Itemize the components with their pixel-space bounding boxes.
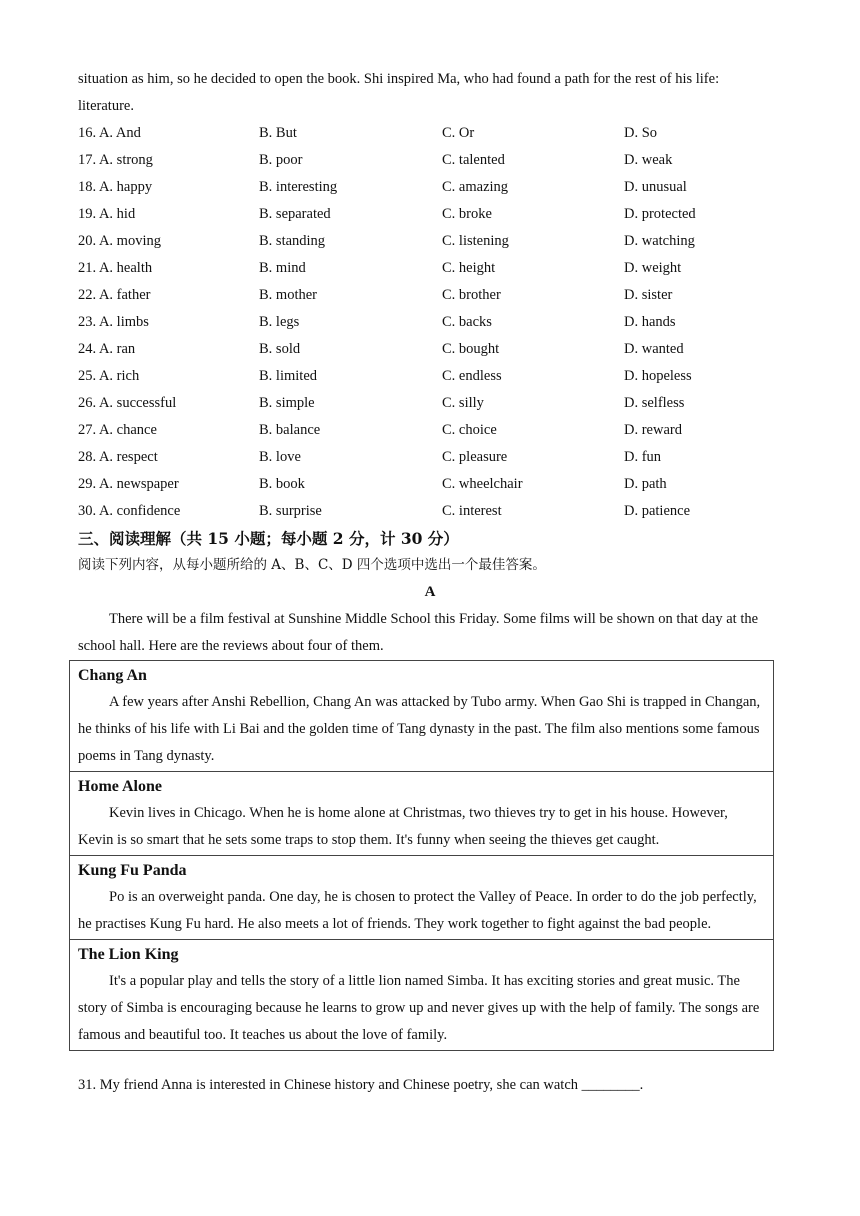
- option-a: 16. A. And: [78, 125, 141, 141]
- passage-label: A: [424, 584, 436, 600]
- option-d: D. hands: [624, 314, 676, 330]
- option-b: B. balance: [259, 422, 321, 438]
- option-row-24: [78, 336, 778, 363]
- option-c: C. talented: [442, 152, 505, 168]
- option-row-21: [78, 255, 778, 282]
- option-c: C. bought: [442, 341, 500, 357]
- option-c: C. choice: [442, 422, 497, 438]
- option-d: D. unusual: [624, 179, 687, 195]
- film-title: Chang An: [78, 667, 147, 684]
- option-row-29: [78, 471, 778, 498]
- option-d: D. fun: [624, 449, 662, 465]
- option-b: B. separated: [259, 206, 331, 222]
- option-b: B. mother: [259, 287, 317, 303]
- option-c: C. brother: [442, 287, 501, 303]
- option-d: D. selfless: [624, 395, 685, 411]
- option-c: C. height: [442, 260, 496, 276]
- option-d: D. patience: [624, 503, 691, 519]
- option-c: C. listening: [442, 233, 509, 249]
- option-row-17: [78, 147, 778, 174]
- film-review: A few years after Anshi Rebellion, Chang An was attacked by Tubo army. When Gao Shi is trapped in Changan, he thinks of his life with Li Bai and the golden time of Tang dynasty in the past. The film also mentions some famous poems in Tang dynasty.: [78, 694, 761, 764]
- option-row-28: [78, 444, 778, 471]
- film-review: Po is an overweight panda. One day, he is chosen to protect the Valley of Peace. In order to do the job perfectly, he practises Kung Fu hard. He also meets a lot of friends. They work together to fight against the bad people.: [78, 889, 757, 932]
- option-b: B. love: [259, 449, 301, 465]
- option-c: C. interest: [442, 503, 502, 519]
- option-b: B. simple: [259, 395, 315, 411]
- option-b: B. limited: [259, 368, 317, 384]
- option-d: D. So: [624, 125, 658, 141]
- option-c: C. silly: [442, 395, 484, 411]
- option-a: 28. A. respect: [78, 449, 158, 465]
- option-c: C. broke: [442, 206, 492, 222]
- intro-line-1: situation as him, so he decided to open the book. Shi inspired Ma, who had found a path for the rest of his life:: [78, 71, 720, 87]
- option-row-30: [78, 498, 778, 525]
- film-title: Home Alone: [78, 778, 162, 795]
- option-a: 26. A. successful: [78, 395, 177, 411]
- option-a: 19. A. hid: [78, 206, 136, 222]
- option-d: D. weak: [624, 152, 673, 168]
- option-row-19: [78, 201, 778, 228]
- option-a: 30. A. confidence: [78, 503, 181, 519]
- option-a: 21. A. health: [78, 260, 153, 276]
- film-row-lion-king: [70, 940, 774, 1051]
- option-b: B. standing: [259, 233, 326, 249]
- option-d: D. protected: [624, 206, 696, 222]
- film-reviews-table: [69, 660, 774, 1051]
- option-b: B. surprise: [259, 503, 322, 519]
- film-row-kung-fu-panda: [70, 856, 774, 940]
- option-a: 20. A. moving: [78, 233, 161, 249]
- option-d: D. sister: [624, 287, 673, 303]
- option-d: D. hopeless: [624, 368, 692, 384]
- section-heading: 三、阅读理解（共 15 小题；每小题 2 分，计 30 分）: [78, 529, 459, 548]
- option-d: D. watching: [624, 233, 695, 249]
- film-title: Kung Fu Panda: [78, 862, 187, 879]
- film-title: The Lion King: [78, 946, 179, 963]
- option-b: B. mind: [259, 260, 306, 276]
- option-d: D. wanted: [624, 341, 684, 357]
- film-review: Kevin lives in Chicago. When he is home alone at Christmas, two thieves try to get in his house. However, Kevin is so smart that he sets some traps to stop them. It's funny when seeing the thieves get caught.: [78, 805, 728, 848]
- option-row-20: [78, 228, 778, 255]
- option-a: 29. A. newspaper: [78, 476, 179, 492]
- option-d: D. path: [624, 476, 667, 492]
- passage-intro: There will be a film festival at Sunshine Middle School this Friday. Some films will be shown on that day at the school hall. Here are the reviews about four of them.: [78, 611, 759, 654]
- option-row-26: [78, 390, 778, 417]
- option-c: C. pleasure: [442, 449, 508, 465]
- option-c: C. amazing: [442, 179, 509, 195]
- film-review: It's a popular play and tells the story of a little lion named Simba. It has exciting stories and great music. The story of Simba is encouraging because he learns to grow up and never gives up with the help of family. The songs are famous and beautiful too. It teaches us about the love of family.: [78, 973, 760, 1043]
- film-row-home-alone: [70, 772, 774, 856]
- option-c: C. backs: [442, 314, 492, 330]
- option-row-25: [78, 363, 778, 390]
- option-c: C. wheelchair: [442, 476, 523, 492]
- option-a: 23. A. limbs: [78, 314, 149, 330]
- option-row-23: [78, 309, 778, 336]
- option-b: B. sold: [259, 341, 301, 357]
- option-a: 27. A. chance: [78, 422, 157, 438]
- option-a: 25. A. rich: [78, 368, 140, 384]
- option-row-18: [78, 174, 778, 201]
- option-b: B. But: [259, 125, 297, 141]
- section-instruction: 阅读下列内容，从每小题所给的 A、B、C、D 四个选项中选出一个最佳答案。: [78, 557, 546, 573]
- option-b: B. book: [259, 476, 305, 492]
- option-a: 17. A. strong: [78, 152, 153, 168]
- intro-line-2: literature.: [78, 98, 134, 114]
- option-a: 24. A. ran: [78, 341, 136, 357]
- option-row-27: [78, 417, 778, 444]
- option-b: B. legs: [259, 314, 300, 330]
- film-row-chang-an: [70, 661, 774, 772]
- option-d: D. weight: [624, 260, 682, 276]
- option-row-16: [78, 120, 778, 147]
- option-b: B. interesting: [259, 179, 338, 195]
- option-a: 18. A. happy: [78, 179, 153, 195]
- question-31: 31. My friend Anna is interested in Chinese history and Chinese poetry, she can watch ________.: [78, 1077, 644, 1093]
- option-d: D. reward: [624, 422, 682, 438]
- option-c: C. endless: [442, 368, 502, 384]
- option-row-22: [78, 282, 778, 309]
- option-c: C. Or: [442, 125, 475, 141]
- option-b: B. poor: [259, 152, 303, 168]
- option-a: 22. A. father: [78, 287, 151, 303]
